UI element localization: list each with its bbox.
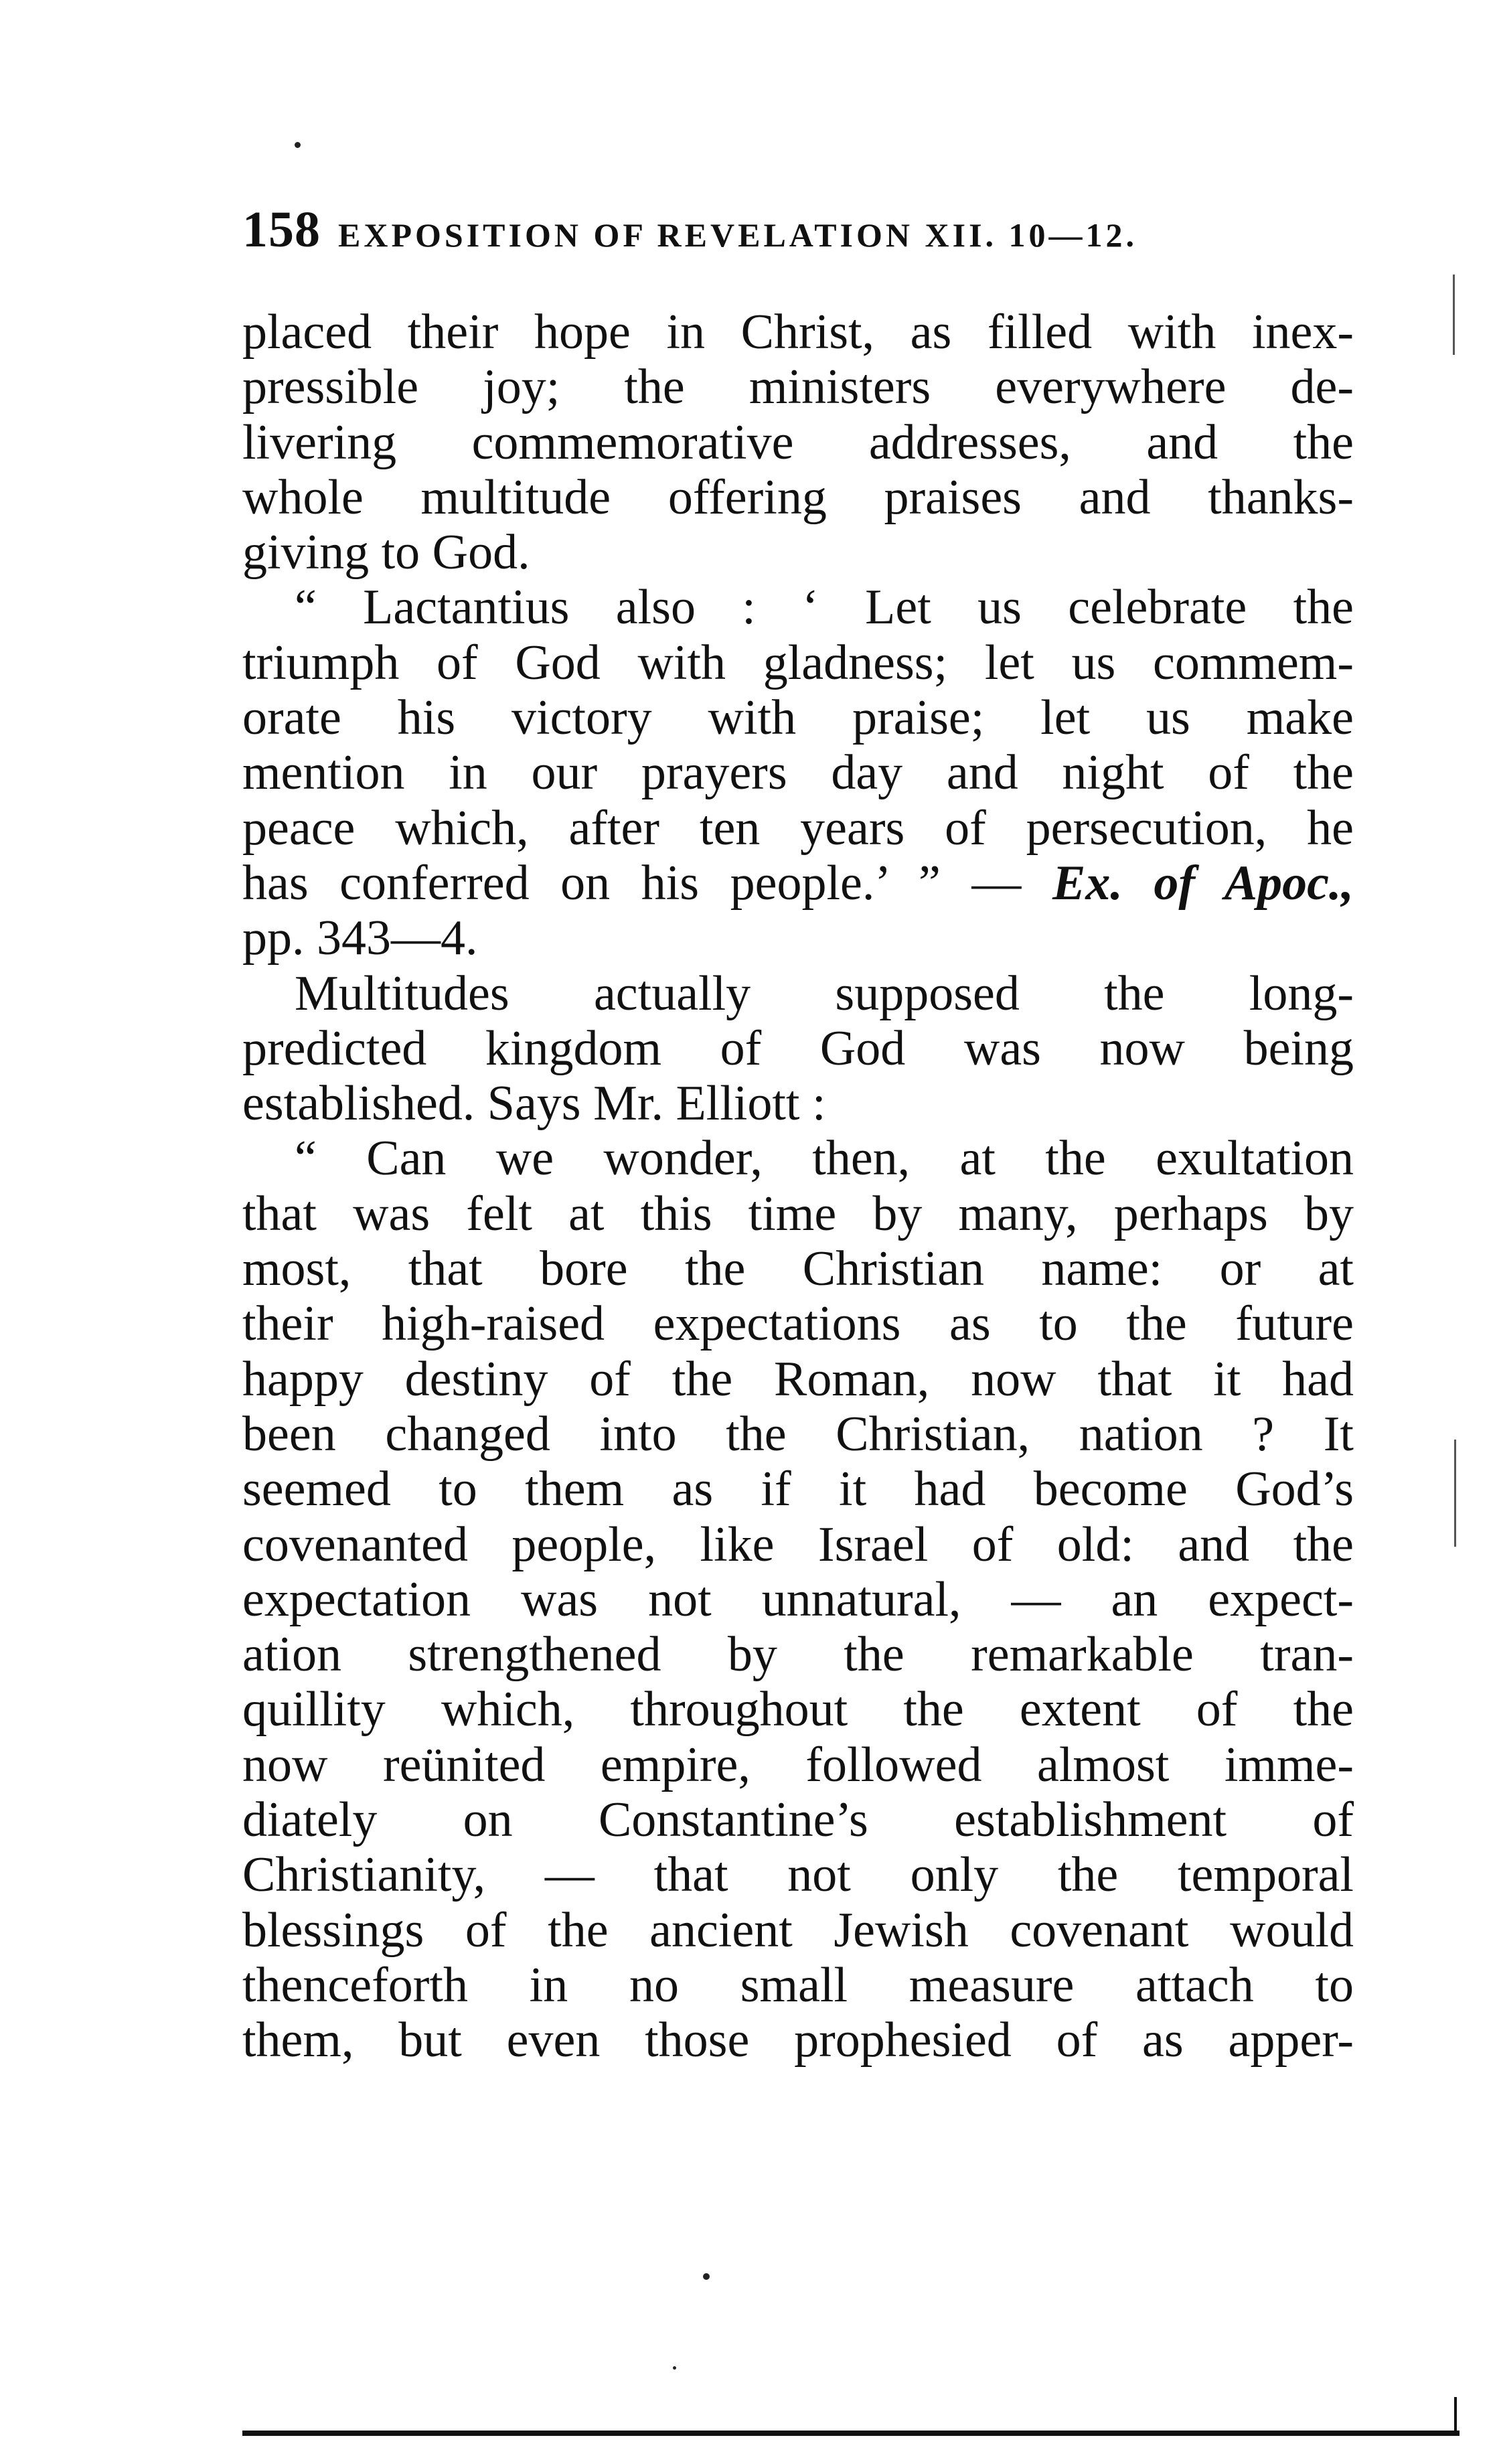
- text-line: giving to God.: [242, 525, 530, 581]
- text-line: predicted kingdom of God was now being: [242, 1020, 1354, 1076]
- text-line: Multitudes actually supposed the long-: [295, 966, 1354, 1021]
- text-line: pp. 343—4.: [242, 911, 478, 966]
- page-header: [242, 201, 1354, 268]
- text-line: happy destiny of the Roman, now that it had: [242, 1351, 1354, 1407]
- bottom-rule-tick: [1454, 2397, 1457, 2436]
- text-line: now reünited empire, followed almost imme-: [242, 1737, 1354, 1792]
- text-line: expectation was not unnatural, — an expect-: [242, 1571, 1354, 1627]
- text-line: been changed into the Christian, nation ? It: [242, 1406, 1354, 1462]
- text-line: established. Says Mr. Elliott :: [242, 1076, 826, 1132]
- text-line: livering commemorative addresses, and the: [242, 414, 1354, 470]
- text-line: them, but even those prophesied of as apper-: [242, 2013, 1354, 2068]
- text-line: pressible joy; the ministers everywhere de-: [242, 360, 1354, 415]
- print-speck-bottom-small: [673, 2366, 676, 2370]
- text-line: that was felt at this time by many, perhaps by: [242, 1186, 1354, 1241]
- text-line: peace which, after ten years of persecution, he: [242, 800, 1354, 856]
- text-line: blessings of the ancient Jewish covenant would: [242, 1902, 1354, 1958]
- text-line: “ Lactantius also : ‘ Let us celebrate the: [295, 580, 1354, 635]
- text-line: placed their hope in Christ, as filled with inex-: [242, 305, 1354, 360]
- text-line: whole multitude offering praises and thanks-: [242, 469, 1354, 525]
- text-line-with-citation: [242, 856, 1354, 911]
- print-speck-bottom: [703, 2273, 710, 2280]
- body-text: [242, 305, 1354, 2068]
- scan-edge-mark: [1454, 1440, 1456, 1547]
- text-line: “ Can we wonder, then, at the exultation: [295, 1131, 1354, 1186]
- text-line: quillity which, throughout the extent of the: [242, 1682, 1354, 1738]
- text-line: mention in our prayers day and night of the: [242, 745, 1354, 801]
- text-line: seemed to them as if it had become God’s: [242, 1462, 1354, 1517]
- text-line: covenanted people, like Israel of old: and the: [242, 1517, 1354, 1572]
- text-line: thenceforth in no small measure attach to: [242, 1957, 1354, 2013]
- running-title: EXPOSITION OF REVELATION XII. 10—12.: [338, 216, 1138, 254]
- text-line: their high-raised expectations as to the future: [242, 1296, 1354, 1352]
- page-number: 158: [242, 202, 321, 258]
- text-line: has conferred on his people.’ ” —: [242, 855, 1022, 911]
- text-line: ation strengthened by the remarkable tran-: [242, 1627, 1354, 1683]
- scan-edge-mark: [1453, 275, 1455, 355]
- text-line: most, that bore the Christian name: or at: [242, 1241, 1354, 1297]
- text-line: diately on Constantine’s establishment of: [242, 1792, 1354, 1848]
- text-line: orate his victory with praise; let us make: [242, 690, 1354, 746]
- text-line: Christianity, — that not only the temporal: [242, 1847, 1354, 1903]
- citation: Ex. of Apoc.,: [1052, 855, 1354, 911]
- bottom-rule: [242, 2431, 1460, 2436]
- print-speck-top: [295, 142, 301, 148]
- text-line: triumph of God with gladness; let us commem-: [242, 635, 1354, 690]
